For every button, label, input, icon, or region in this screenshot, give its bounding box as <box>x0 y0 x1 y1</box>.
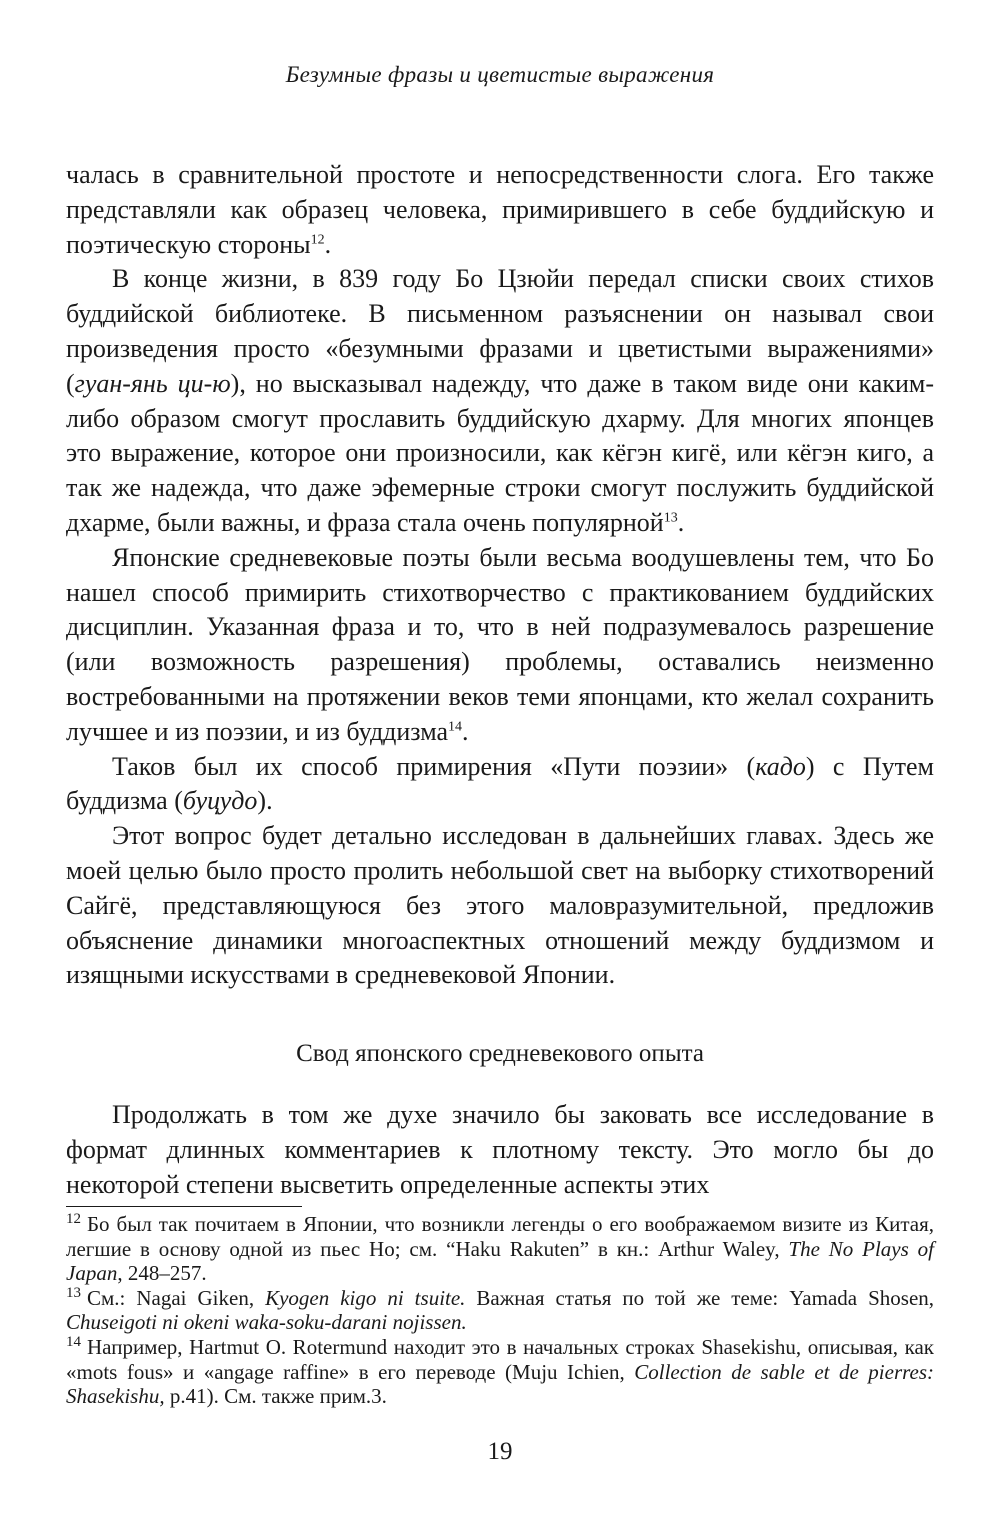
footnote-ref-14[interactable]: 14 <box>448 719 463 735</box>
footnote-13: $^{13}$ См.: Nagai Giken, Kyogen kigo ni tsuite. Важная статья по той же теме: Yamada Shosen, Chuseigoti ni okeni waka-soku-darani nojissen. <box>66 1284 935 1335</box>
paragraph-4: Таков был их способ примирения «Пути поэзии» (кадо) с Путем буддизма (буцудо). <box>66 751 934 816</box>
section-paragraph: Продолжать в том же духе значило бы заковать все исследование в формат длинных комментариев к плотному тексту. Это могло бы до некоторой степени высветить определенные аспекты этих <box>66 1100 934 1199</box>
footnote-divider <box>66 1206 302 1207</box>
page-number: 19 <box>487 1438 513 1465</box>
footnotes <box>66 1212 934 1409</box>
main-text <box>66 158 934 993</box>
paragraph-3: Японские средневековые поэты были весьма воодушевлены тем, что Бо нашел способ примирить стихотворчество с практикованием буддийских дисциплин. Указанная фраза и то, что в ней подразумевалось разрешение (или возможность разрешения) проблемы, оставались неизменно востребованными на протяжении веков теми японцами, кто желал сохранить лучшее и из поэзии, и из буддизма$^{14}$. <box>66 542 934 746</box>
footnote-12: $^{12}$ Бо был так почитаем в Японии, что возникли легенды о его воображаемом визите из Китая, легшие в основу одной из пьес Но; см. “Haku Rakuten” в кн.: Arthur Waley, The No Plays of Japan, 248–257. <box>66 1211 934 1286</box>
footnote-number: 13 <box>66 1284 81 1301</box>
paragraph-2: В конце жизни, в 839 году Бо Цзюйи передал списки своих стихов буддийской библиотеке. В письменном разъяснении он называл свои произведения просто «безумными фразами и цветистыми выражениями» (гуан-янь ци-ю), но высказывал надежду, что даже в таком виде они каким-либо образом смогут прославить буддийскую дхарму. Для многих японцев это выражение, которое они произносили, как кёгэн кигё, или кёгэн киго, а так же надежда, что даже эфемерные строки смогут послужить буддийской дхарме, были важны, и фраза стала очень популярной$^{13}$. <box>66 264 934 537</box>
footnote-14: $^{14}$ Например, Hartmut O. Rotermund находит это в начальных строках Shasekishu, описывая, как «mots fous» и «angage raffine» в его переводе (Muju Ichien, Collection de sable et de pierres: Shasekishu, p.41). См. также прим.3. <box>66 1333 934 1409</box>
paragraph-1: чалась в сравнительной простоте и непосредственности слога. Его также представляли как образец человека, примирившего в себе буддийскую и поэтическую стороны$^{12}$. <box>66 160 934 259</box>
section-title: Свод японского средневекового опыта <box>296 1040 704 1067</box>
running-header: Безумные фразы и цветистые выражения <box>285 62 715 87</box>
paragraph-5: Этот вопрос будет детально исследован в дальнейших главах. Здесь же моей целью было просто пролить небольшой свет на выборку стихотворений Сайгё, представляющуюся без этого маловразумительной, предложив объяснение динамики многоаспектных отношений между буддизмом и изящными искусствами в средневековой Японии. <box>66 821 934 990</box>
footnote-number: 14 <box>66 1333 81 1350</box>
footnote-ref-12[interactable]: 12 <box>310 231 325 247</box>
footnote-ref-13[interactable]: 13 <box>663 510 678 526</box>
footnote-number: 12 <box>66 1211 81 1227</box>
section-text <box>66 1098 934 1202</box>
